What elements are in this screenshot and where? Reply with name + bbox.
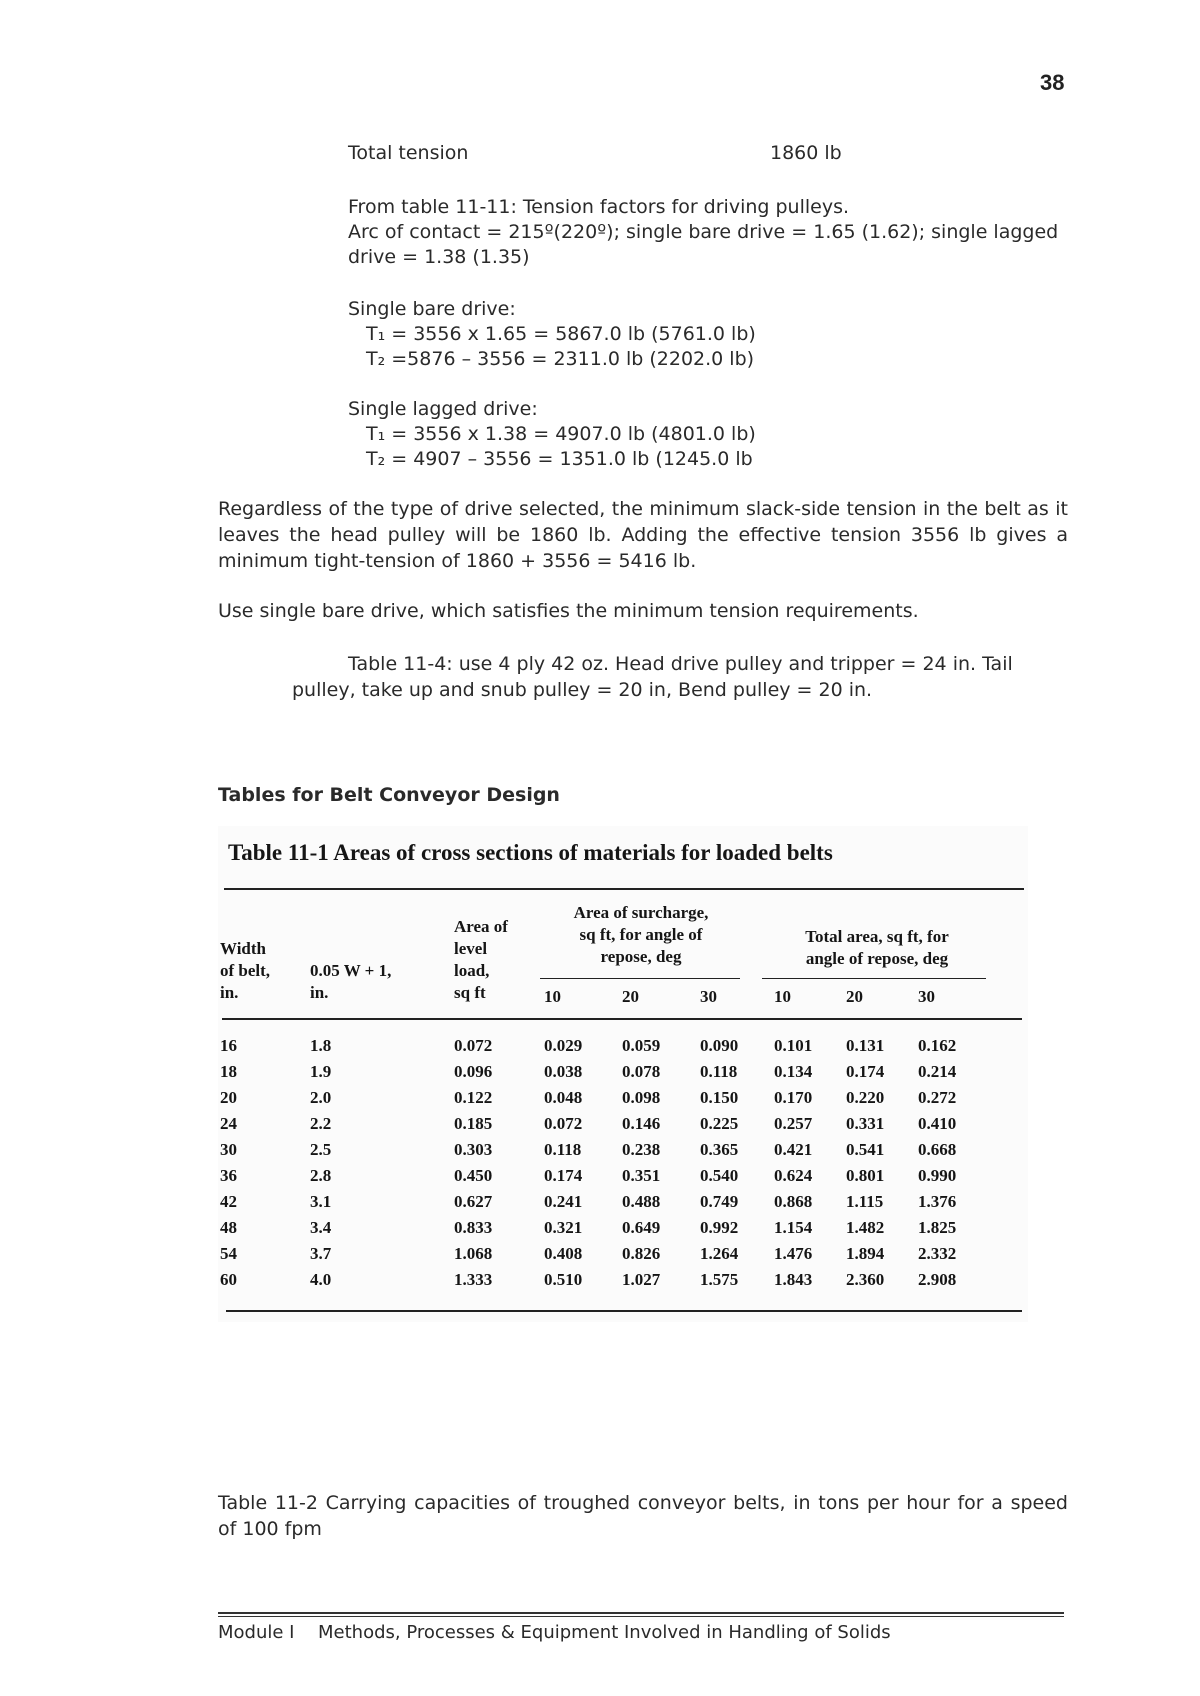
table-cell: 0.272 (918, 1088, 957, 1107)
table-cell: 0.122 (454, 1088, 493, 1107)
table-cell: 3.7 (310, 1244, 332, 1263)
table-cell: 0.992 (700, 1218, 739, 1237)
table-cell: 0.749 (700, 1192, 739, 1211)
table-cell: 0.170 (774, 1088, 813, 1107)
angle-surcharge-20: 20 (622, 987, 639, 1006)
single-lagged-t1: T₁ = 3556 x 1.38 = 4907.0 lb (4801.0 lb) (366, 423, 756, 445)
table-cell: 0.162 (918, 1036, 957, 1055)
table-cell: 2.2 (310, 1114, 332, 1133)
table-cell: 0.174 (544, 1166, 583, 1185)
table-cell: 1.476 (774, 1244, 813, 1263)
table-cell: 0.220 (846, 1088, 885, 1107)
table-cell: 24 (220, 1114, 237, 1133)
single-lagged-heading: Single lagged drive: (348, 398, 538, 420)
table-cell: 54 (220, 1244, 237, 1263)
table-cell: 0.048 (544, 1088, 583, 1107)
table-cell: 0.668 (918, 1140, 957, 1159)
table-cell: 0.131 (846, 1036, 885, 1055)
table-cell: 1.376 (918, 1192, 957, 1211)
footer-module: Module I (218, 1622, 295, 1643)
table-cell: 0.510 (544, 1270, 583, 1289)
table-cell: 20 (220, 1088, 237, 1107)
table-11-1-title: Table 11-1 Areas of cross sections of materials for loaded belts (228, 840, 833, 865)
table-11-1-scan (218, 826, 1028, 1322)
table-cell: 3.4 (310, 1218, 332, 1237)
table-cell: 0.331 (846, 1114, 885, 1133)
table-cell: 1.894 (846, 1244, 885, 1263)
table-cell: 0.649 (622, 1218, 661, 1237)
table-cell: 0.225 (700, 1114, 739, 1133)
table-cell: 0.990 (918, 1166, 957, 1185)
table-cell: 0.238 (622, 1140, 661, 1159)
table-cell: 0.488 (622, 1192, 661, 1211)
table-11-4-line-2: pulley, take up and snub pulley = 20 in, Bend pulley = 20 in. (292, 679, 873, 701)
table-cell: 16 (220, 1036, 237, 1055)
table-cell: 0.541 (846, 1140, 885, 1159)
table-cell: 30 (220, 1140, 237, 1159)
table-cell: 0.365 (700, 1140, 739, 1159)
single-bare-t1: T₁ = 3556 x 1.65 = 5867.0 lb (5761.0 lb) (366, 323, 756, 345)
paragraph-regardless: Regardless of the type of drive selected, the minimum slack-side tension in the belt as it leaves the head pulley will be 1860 lb. Adding the effective tension 3556 lb gives a minimum tight-tension of 1860 + 3556 = 5416 lb. (218, 498, 1068, 572)
table-cell: 0.421 (774, 1140, 813, 1159)
table-cell: 2.8 (310, 1166, 332, 1185)
table-cell: 0.096 (454, 1062, 493, 1081)
table-cell: 1.825 (918, 1218, 957, 1237)
table-cell: 0.321 (544, 1218, 583, 1237)
table-cell: 0.118 (700, 1062, 738, 1081)
arc-contact-line-1: Arc of contact = 215º(220º); single bare drive = 1.65 (1.62); single lagged (348, 221, 1059, 243)
angle-total-30: 30 (918, 987, 935, 1006)
single-bare-t2: T₂ =5876 – 3556 = 2311.0 lb (2202.0 lb) (366, 348, 755, 370)
table-cell: 2.332 (918, 1244, 957, 1263)
footer-rule-thin (218, 1616, 1064, 1617)
table-cell: 0.059 (622, 1036, 661, 1055)
arc-contact-line-2: drive = 1.38 (1.35) (348, 246, 530, 268)
table-cell: 60 (220, 1270, 237, 1289)
table-cell: 0.624 (774, 1166, 813, 1185)
table-cell: 0.072 (454, 1036, 493, 1055)
table-cell: 0.185 (454, 1114, 493, 1133)
table-cell: 18 (220, 1062, 237, 1081)
table-cell: 0.241 (544, 1192, 583, 1211)
table-cell: 0.540 (700, 1166, 739, 1185)
table-cell: 4.0 (310, 1270, 332, 1289)
total-tension-label: Total tension (348, 142, 469, 164)
table-cell: 3.1 (310, 1192, 332, 1211)
table-top-rule (224, 888, 1024, 890)
section-heading: Tables for Belt Conveyor Design (218, 784, 560, 806)
table-cell: 0.868 (774, 1192, 813, 1211)
single-bare-heading: Single bare drive: (348, 298, 516, 320)
surcharge-underline (540, 978, 740, 979)
table-ref-line: From table 11-11: Tension factors for driving pulleys. (348, 196, 850, 218)
table-cell: 1.482 (846, 1218, 885, 1237)
angle-total-10: 10 (774, 987, 791, 1006)
table-cell: 0.038 (544, 1062, 583, 1081)
single-lagged-t2: T₂ = 4907 – 3556 = 1351.0 lb (1245.0 lb (366, 448, 753, 470)
table-cell: 1.115 (846, 1192, 884, 1211)
page-number: 38 (1040, 70, 1065, 95)
table-cell: 0.150 (700, 1088, 739, 1107)
table-cell: 0.174 (846, 1062, 885, 1081)
table-cell: 1.027 (622, 1270, 661, 1289)
table-cell: 0.257 (774, 1114, 813, 1133)
table-cell: 2.5 (310, 1140, 332, 1159)
table-11-4-line-1: Table 11-4: use 4 ply 42 oz. Head drive pulley and tripper = 24 in. Tail (348, 653, 1013, 675)
angle-total-20: 20 (846, 987, 863, 1006)
table-cell: 0.134 (774, 1062, 813, 1081)
paragraph-use-bare: Use single bare drive, which satisfies the minimum tension requirements. (218, 600, 919, 622)
table-cell: 0.146 (622, 1114, 661, 1133)
table-cell: 1.068 (454, 1244, 493, 1263)
table-cell: 0.029 (544, 1036, 583, 1055)
table-cell: 1.843 (774, 1270, 813, 1289)
table-cell: 42 (220, 1192, 237, 1211)
table-cell: 2.908 (918, 1270, 957, 1289)
header-formula: 0.05 W + 1, in. (310, 961, 392, 1002)
table-cell: 1.264 (700, 1244, 739, 1263)
table-cell: 0.833 (454, 1218, 493, 1237)
table-cell: 0.627 (454, 1192, 493, 1211)
table-cell: 0.303 (454, 1140, 493, 1159)
table-cell: 0.801 (846, 1166, 885, 1185)
total-tension-value: 1860 lb (770, 142, 842, 164)
header-surcharge: Area of surcharge, sq ft, for angle of repose, deg (573, 903, 709, 966)
table-cell: 48 (220, 1218, 237, 1237)
table-cell: 2.0 (310, 1088, 332, 1107)
header-rule (222, 1018, 1022, 1020)
table-cell: 1.333 (454, 1270, 493, 1289)
table-cell: 36 (220, 1166, 237, 1185)
table-cell: 0.078 (622, 1062, 661, 1081)
table-cell: 1.154 (774, 1218, 813, 1237)
header-total-area: Total area, sq ft, for angle of repose, deg (805, 927, 949, 968)
table-cell: 2.360 (846, 1270, 885, 1289)
table-cell: 1.575 (700, 1270, 739, 1289)
footer-rule (218, 1612, 1064, 1614)
total-underline (762, 978, 986, 979)
table-cell: 0.118 (544, 1140, 582, 1159)
footer-title: Methods, Processes & Equipment Involved in Handling of Solids (318, 1622, 891, 1643)
table-cell: 0.214 (918, 1062, 957, 1081)
table-cell: 0.410 (918, 1114, 957, 1133)
table-bottom-rule (226, 1310, 1022, 1312)
table-cell: 0.826 (622, 1244, 661, 1263)
table-11-2-caption: Table 11-2 Carrying capacities of troughed conveyor belts, in tons per hour for a speed of 100 fpm (218, 1492, 1068, 1540)
angle-surcharge-10: 10 (544, 987, 561, 1006)
table-cell: 0.408 (544, 1244, 583, 1263)
table-cell: 0.090 (700, 1036, 739, 1055)
table-cell: 1.9 (310, 1062, 332, 1081)
table-cell: 0.098 (622, 1088, 661, 1107)
table-cell: 0.072 (544, 1114, 583, 1133)
table-cell: 1.8 (310, 1036, 332, 1055)
header-level-load: Area of level load, sq ft (454, 917, 508, 1002)
angle-surcharge-30: 30 (700, 987, 717, 1006)
header-width: Width of belt, in. (220, 939, 271, 1002)
table-cell: 0.450 (454, 1166, 493, 1185)
table-cell: 0.351 (622, 1166, 661, 1185)
table-cell: 0.101 (774, 1036, 813, 1055)
